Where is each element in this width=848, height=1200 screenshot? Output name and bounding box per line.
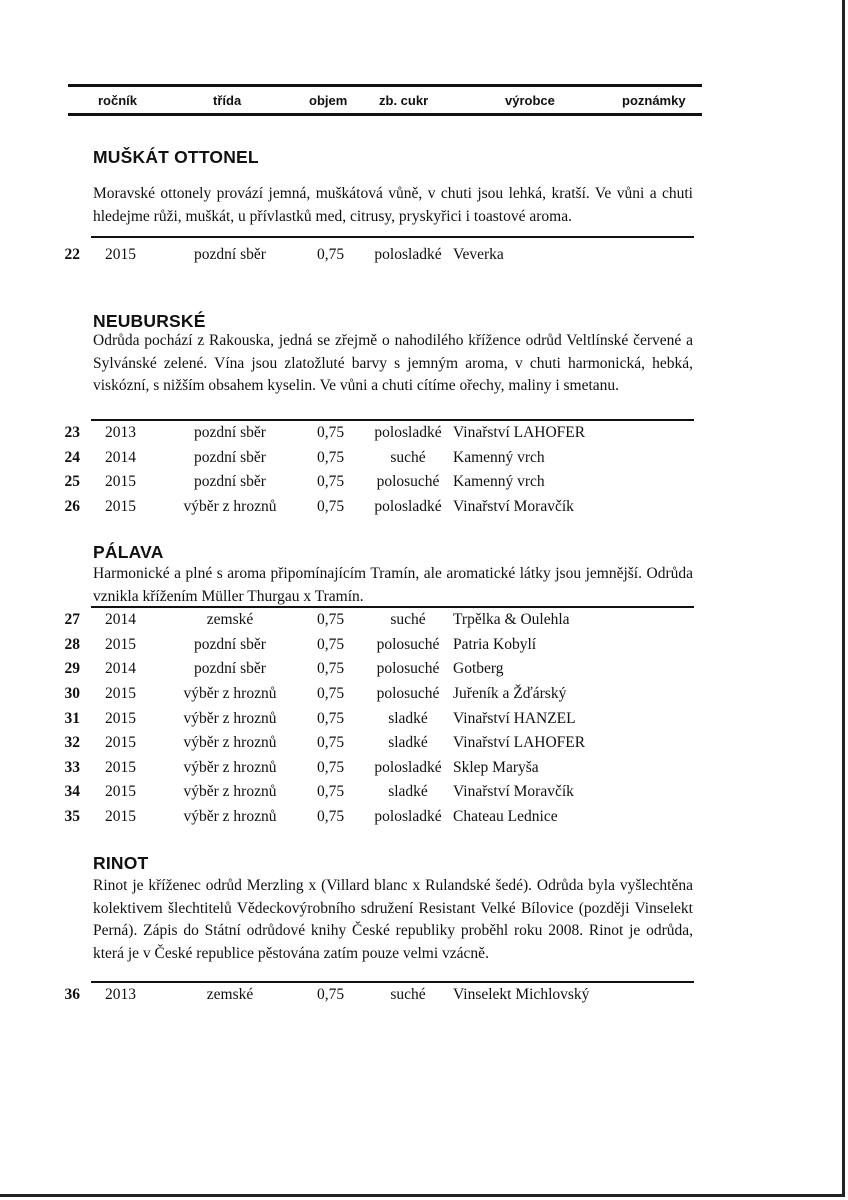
wine-sugar: polosuché [376,473,440,490]
wine-year: 2014 [105,611,136,628]
wine-number: 30 [64,685,80,702]
wine-sugar: polosuché [376,685,440,702]
wine-class: výběr z hroznů [183,710,277,727]
wine-producer: Kamenný vrch [453,473,545,490]
wine-row [58,449,698,473]
wine-volume: 0,75 [317,783,345,800]
wine-year: 2014 [105,660,136,677]
wine-sugar: suché [390,449,426,466]
wine-sugar: polosuché [376,660,440,677]
wine-class: výběr z hroznů [183,808,277,825]
wine-volume: 0,75 [317,734,345,751]
wine-number: 36 [64,986,80,1003]
wine-class: výběr z hroznů [183,685,277,702]
wine-row [58,808,698,832]
wine-number: 23 [64,424,80,441]
wine-row [58,473,698,497]
wine-row [58,636,698,660]
wine-year: 2015 [105,636,136,653]
wine-volume: 0,75 [317,710,345,727]
wine-row [58,611,698,635]
section-divider [91,236,694,238]
wine-volume: 0,75 [317,660,345,677]
wine-class: výběr z hroznů [183,498,277,515]
wine-number: 31 [64,710,80,727]
section-title: NEUBURSKÉ [93,311,206,331]
wine-volume: 0,75 [317,449,345,466]
wine-number: 35 [64,808,80,825]
wine-number: 33 [64,759,80,776]
wine-class: pozdní sběr [194,473,266,490]
wine-volume: 0,75 [317,424,345,441]
header-class: třída [213,93,242,108]
wine-sugar: polosuché [376,636,440,653]
wine-number: 27 [64,611,80,628]
wine-sugar: suché [390,611,426,628]
header-volume: objem [309,93,348,108]
wine-class: zemské [206,611,254,628]
wine-number: 34 [64,783,80,800]
header-producer: výrobce [505,93,555,108]
wine-row [58,246,698,270]
wine-row [58,660,698,684]
wine-class: zemské [206,986,254,1003]
wine-row [58,710,698,734]
wine-year: 2015 [105,734,136,751]
wine-producer: Vinařství HANZEL [453,710,576,727]
wine-sugar: polosladké [374,498,442,515]
wine-row [58,424,698,448]
wine-sugar: suché [390,986,426,1003]
wine-year: 2015 [105,246,136,263]
wine-class: výběr z hroznů [183,734,277,751]
wine-year: 2013 [105,424,136,441]
wine-number: 25 [64,473,80,490]
wine-year: 2015 [105,498,136,515]
wine-row [58,783,698,807]
section-title: RINOT [93,853,149,873]
wine-producer: Vinařství Moravčík [453,783,574,800]
wine-row [58,759,698,783]
wine-sugar: sladké [388,710,428,727]
header-notes: poznámky [622,93,686,108]
section-divider [91,419,694,421]
wine-class: pozdní sběr [194,424,266,441]
wine-sugar: polosladké [374,424,442,441]
wine-volume: 0,75 [317,498,345,515]
wine-row [58,734,698,758]
wine-year: 2015 [105,759,136,776]
wine-class: pozdní sběr [194,246,266,263]
wine-year: 2015 [105,783,136,800]
column-header [68,84,702,116]
wine-volume: 0,75 [317,246,345,263]
wine-year: 2015 [105,808,136,825]
wine-class: výběr z hroznů [183,759,277,776]
section-divider [91,981,694,983]
header-year: ročník [98,93,138,108]
wine-row [58,685,698,709]
wine-sugar: polosladké [374,808,442,825]
wine-producer: Kamenný vrch [453,449,545,466]
wine-producer: Veverka [453,246,504,263]
wine-volume: 0,75 [317,611,345,628]
wine-producer: Vinařství LAHOFER [453,734,586,751]
wine-volume: 0,75 [317,636,345,653]
section-description: Rinot je kříženec odrůd Merzling x (Villard blanc x Rulandské šedé). Odrůda byla vyšlechtěna kolektivem šlechtitelů Vědeckovýrobního sdružení Resistant Velké Bílovice (později Vinselekt Perná). Zápis do Státní odrůdové knihy České republiky proběhl roku 2008. Rinot je odrůda, která je v České republice pěstována zatím pouze velmi vzácně. [93,877,693,962]
section-description: Moravské ottonely provází jemná, muškátová vůně, v chuti jsou lehká, kratší. Ve vůni a chuti hledejme růži, muškát, u přívlastků med, citrusy, pryskyřici i toastové aroma. [93,185,693,225]
wine-producer: Chateau Lednice [453,808,558,825]
wine-volume: 0,75 [317,685,345,702]
wine-row [58,986,698,1010]
wine-number: 28 [64,636,80,653]
wine-producer: Juřeník a Žďárský [453,685,567,702]
wine-producer: Vinselekt Michlovský [453,986,590,1003]
wine-class: pozdní sběr [194,660,266,677]
wine-class: výběr z hroznů [183,783,277,800]
header-residual-sugar: zb. cukr [379,93,429,108]
section-description: Odrůda pochází z Rakouska, jedná se zřejmě o nahodilého křížence odrůd Veltlínské červené a Sylvánské zelené. Vína jsou zlatožluté barvy s jemným aroma, v chuti harmonická, hebká, viskózní, s nižším obsahem kyselin. Ve vůni a chuti cítíme ořechy, maliny i smetanu. [93,332,693,394]
wine-volume: 0,75 [317,986,345,1003]
wine-producer: Vinařství LAHOFER [453,424,586,441]
wine-producer: Gotberg [453,660,504,677]
wine-sugar: sladké [388,734,428,751]
wine-sugar: polosladké [374,246,442,263]
wine-number: 29 [64,660,80,677]
wine-number: 24 [64,449,80,466]
wine-class: pozdní sběr [194,449,266,466]
section-title: PÁLAVA [93,542,164,562]
wine-number: 22 [64,246,80,263]
wine-year: 2013 [105,986,136,1003]
wine-year: 2015 [105,473,136,490]
section-title: MUŠKÁT OTTONEL [93,147,259,167]
wine-volume: 0,75 [317,759,345,776]
wine-producer: Patria Kobylí [453,636,537,653]
wine-sugar: polosladké [374,759,442,776]
wine-year: 2015 [105,685,136,702]
wine-volume: 0,75 [317,473,345,490]
wine-producer: Sklep Maryša [453,759,539,776]
wine-row [58,498,698,522]
wine-class: pozdní sběr [194,636,266,653]
wine-sugar: sladké [388,783,428,800]
wine-producer: Vinařství Moravčík [453,498,574,515]
wine-volume: 0,75 [317,808,345,825]
wine-year: 2014 [105,449,136,466]
section-divider [91,606,694,608]
wine-year: 2015 [105,710,136,727]
section-description: Harmonické a plné s aroma připomínajícím Tramín, ale aromatické látky jsou jemnější. Odrůda vznikla křížením Müller Thurgau x Tramín. [93,565,693,605]
wine-number: 32 [64,734,80,751]
wine-number: 26 [64,498,80,515]
wine-producer: Trpělka & Oulehla [453,611,570,628]
